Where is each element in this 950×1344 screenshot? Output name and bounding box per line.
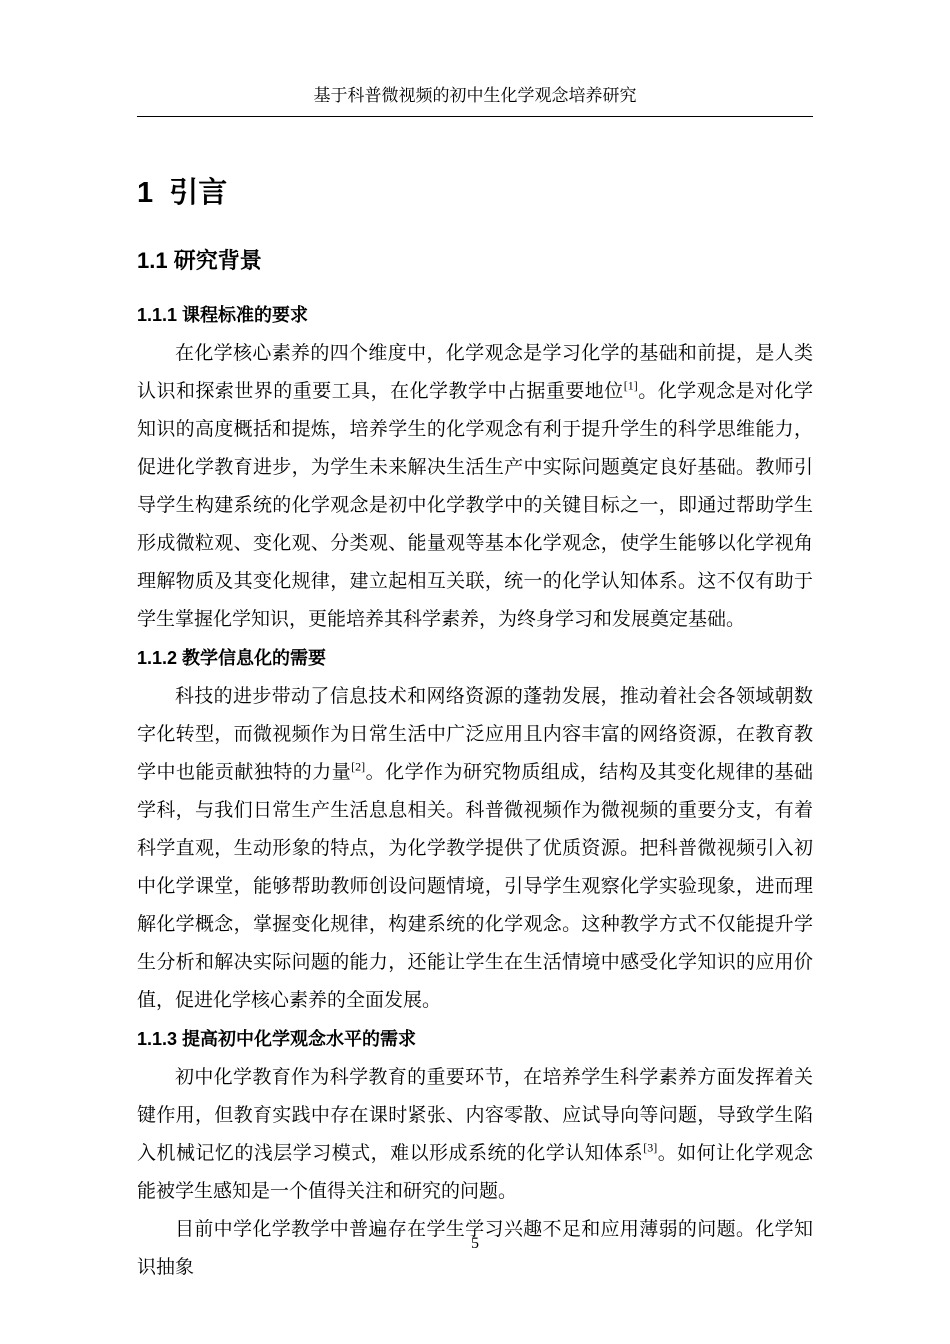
paragraph: 在化学核心素养的四个维度中，化学观念是学习化学的基础和前提，是人类认识和探索世界的重要工具，在化学教学中占据重要地位[1]。化学观念是对化学知识的高度概括和提炼，培养学生的化学观念有利于提升学生的科学思维能力，促进化学教育进步，为学生未来解决生活生产中实际问题奠定良好基础。教师引导学生构建系统的化学观念是初中化学教学中的关键目标之一，即通过帮助学生形成微粒观、变化观、分类观、能量观等基本化学观念，使学生能够以化学视角理解物质及其变化规律，建立起相互关联，统一的化学认知体系。这不仅有助于学生掌握化学知识，更能培养其科学素养，为终身学习和发展奠定基础。 bbox=[137, 343, 813, 630]
citation-ref: [1] bbox=[623, 378, 638, 393]
paragraph: 目前中学化学教学中普遍存在学生学习兴趣不足和应用薄弱的问题。化学知识抽象 bbox=[137, 1219, 813, 1278]
citation-ref: [3] bbox=[643, 1140, 658, 1155]
paragraph: 科技的进步带动了信息技术和网络资源的蓬勃发展，推动着社会各领域朝数字化转型，而微视频作为日常生活中广泛应用且内容丰富的网络资源，在教育教学中也能贡献独特的力量[2]。化学作为研究物质组成，结构及其变化规律的基础学科，与我们日常生产生活息息相关。科普微视频作为微视频的重要分支，有着科学直观，生动形象的特点，为化学教学提供了优质资源。把科普微视频引入初中化学课堂，能够帮助教师创设问题情境，引导学生观察化学实验现象，进而理解化学概念，掌握变化规律，构建系统的化学观念。这种教学方式不仅能提升学生分析和解决实际问题的能力，还能让学生在生活情境中感受化学知识的应用价值，促进化学核心素养的全面发展。 bbox=[137, 686, 813, 1011]
running-head: 基于科普微视频的初中生化学观念培养研究 bbox=[313, 86, 637, 105]
chapter-title: 1 引言 bbox=[137, 177, 228, 209]
subsection-heading-1-1-1: 1.1.1 课程标准的要求 bbox=[137, 305, 309, 325]
paragraph: 初中化学教育作为科学教育的重要环节，在培养学生科学素养方面发挥着关键作用，但教育实践中存在课时紧张、内容零散、应试导向等问题，导致学生陷入机械记忆的浅层学习模式，难以形成系统的化学认知体系[3]。如何让化学观念能被学生感知是一个值得关注和研究的问题。 bbox=[137, 1067, 813, 1202]
header-rule bbox=[137, 116, 813, 117]
footer-page-number: 5 bbox=[471, 1235, 479, 1252]
subsection-heading-1-1-2: 1.1.2 教学信息化的需要 bbox=[137, 648, 327, 668]
subsection-heading-1-1-3: 1.1.3 提高初中化学观念水平的需求 bbox=[137, 1029, 417, 1049]
section-title: 1.1 研究背景 bbox=[137, 248, 262, 273]
citation-ref: [2] bbox=[351, 759, 366, 774]
